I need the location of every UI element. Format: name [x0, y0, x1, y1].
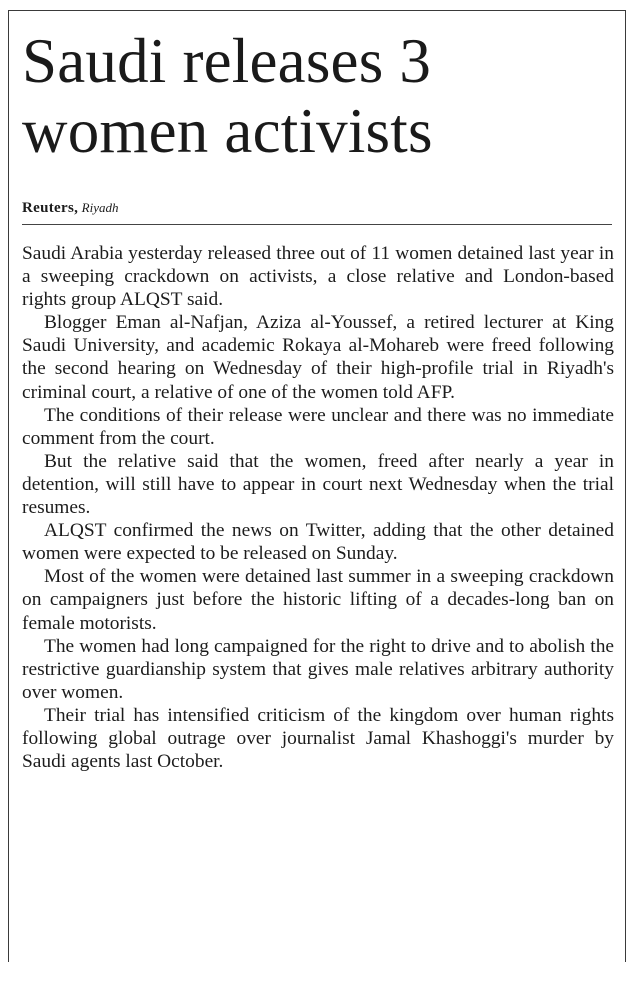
article-paragraph: Saudi Arabia yesterday released three out of 11 women detained last year in a sweeping crackdown on activists, a close relative and London-based rights group ALQST said.: [22, 243, 614, 311]
article-paragraph: Most of the women were detained last summer in a sweeping crackdown on campaigners just before the historic lifting of a decades-long ban on female motorists.: [22, 566, 614, 634]
article-headline: Saudi releases 3 women activists: [22, 26, 433, 166]
article-body: [22, 242, 614, 773]
article-paragraph: But the relative said that the women, freed after nearly a year in detention, will still have to appear in court next Wednesday when the trial resumes.: [22, 450, 614, 519]
right-border-rule: [625, 10, 626, 962]
left-border-rule: [8, 10, 9, 962]
article-paragraph: The women had long campaigned for the right to drive and to abolish the restrictive guardianship system that gives male relatives arbitrary authority over women.: [22, 635, 614, 703]
article-paragraph: Their trial has intensified criticism of the kingdom over human rights following global outrage over journalist Jamal Khashoggi's murder by Saudi agents last October.: [22, 704, 614, 773]
byline: [22, 198, 612, 218]
article-paragraph: ALQST confirmed the news on Twitter, adding that the other detained women were expected to be released on Sunday.: [22, 520, 614, 565]
article-paragraph: The conditions of their release were unclear and there was no immediate comment from the court.: [22, 404, 614, 449]
byline-divider: [22, 224, 612, 225]
byline-place: Riyadh: [81, 200, 119, 215]
article-paragraph: Blogger Eman al-Nafjan, Aziza al-Youssef, a retired lecturer at King Saudi University, and academic Rokaya al-Mohareb were freed following the second hearing on Wednesday of their high-profile trial in Riyadh's criminal court, a relative of one of the women told AFP.: [22, 312, 614, 403]
top-border-rule: [8, 10, 626, 11]
byline-agency: Reuters,: [22, 200, 79, 216]
